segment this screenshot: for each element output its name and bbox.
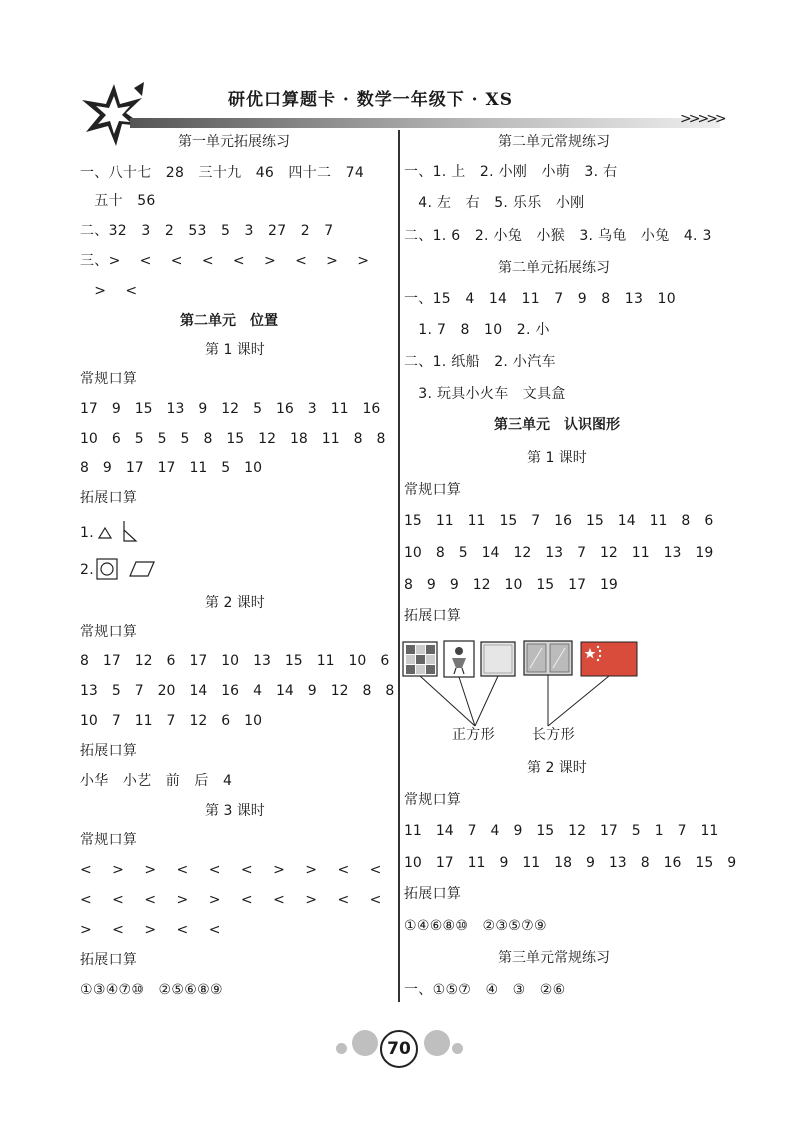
left-lesson2-ext-line: 小华 小艺 前 后 4	[80, 773, 233, 789]
right-section2-title: 第二单元拓展练习	[498, 260, 610, 276]
header-arrows-icon: >>>>>	[680, 111, 724, 127]
left-ext-item-1-number: 1.	[80, 525, 94, 541]
unit3-title: 第三单元 认识图形	[494, 417, 620, 433]
right-section1-title: 第二单元常规练习	[498, 134, 610, 150]
decor-dot-icon	[424, 1030, 450, 1056]
left-lesson1-routine-label: 常规口算	[80, 371, 138, 387]
left-lesson2-title: 第 2 课时	[205, 595, 265, 611]
left-s1-line-5: > <	[80, 283, 138, 299]
right-lesson1-ext-label: 拓展口算	[404, 608, 462, 624]
left-lesson1-ext-label: 拓展口算	[80, 490, 138, 506]
decor-dot-icon	[452, 1043, 463, 1054]
right-lesson2-ext-line: ①④⑥⑧⑩ ②③⑤⑦⑨	[404, 918, 547, 934]
left-lesson1-row-2: 10 6 5 5 5 8 15 12 18 11 8 8	[80, 431, 386, 447]
right-s1-line-1: 一、1. 上 2. 小刚 小萌 3. 右	[404, 164, 618, 180]
left-lesson3-routine-label: 常规口算	[80, 832, 138, 848]
header-bar	[130, 118, 720, 128]
left-section-title: 第一单元拓展练习	[178, 134, 290, 150]
right-lesson2-row-2: 10 17 11 9 11 18 9 13 8 16 15 9	[404, 855, 737, 871]
label-rectangle: 长方形	[532, 727, 575, 743]
right-lesson1-routine-label: 常规口算	[404, 482, 462, 498]
square-tile-image	[481, 642, 515, 676]
header-title: 研优口算题卡 · 数学一年级下 · XS	[228, 90, 513, 110]
right-s2-line-1: 一、15 4 14 11 7 9 8 13 10	[404, 291, 676, 307]
left-lesson3-title: 第 3 课时	[205, 803, 265, 819]
right-s2-line-2: 1. 7 8 10 2. 小	[404, 322, 550, 338]
right-lesson1-row-2: 10 8 5 14 12 13 7 12 11 13 19	[404, 545, 714, 561]
column-divider	[398, 130, 400, 1002]
left-lesson2-row-2: 13 5 7 20 14 16 4 14 9 12 8 8	[80, 683, 395, 699]
label-square: 正方形	[452, 727, 495, 743]
left-lesson3-ext-label: 拓展口算	[80, 952, 138, 968]
unit2-title: 第二单元 位置	[180, 313, 278, 329]
match-line	[548, 676, 609, 726]
square-with-circle-icon	[96, 558, 118, 580]
girl-picture-card-image	[444, 641, 474, 677]
left-lesson2-row-3: 10 7 11 7 12 6 10	[80, 713, 262, 729]
left-lesson3-row-1: < > > < < < > > < <	[80, 862, 382, 878]
decor-dot-icon	[336, 1043, 347, 1054]
left-lesson2-row-1: 8 17 12 6 17 10 13 15 11 10 6	[80, 653, 390, 669]
match-line	[475, 676, 498, 726]
triangle-icon	[98, 526, 112, 540]
page-number-badge	[380, 1030, 418, 1068]
right-lesson2-row-1: 11 14 7 4 9 15 12 17 5 1 7 11	[404, 823, 719, 839]
right-lesson2-routine-label: 常规口算	[404, 792, 462, 808]
left-lesson3-ext-line: ①③④⑦⑩ ②⑤⑥⑧⑨	[80, 982, 223, 998]
right-lesson1-title: 第 1 课时	[527, 450, 587, 466]
left-lesson2-ext-label: 拓展口算	[80, 743, 138, 759]
left-s1-line-1: 一、八十七 28 三十九 46 四十二 74	[80, 165, 365, 181]
parallelogram-icon	[128, 560, 156, 578]
right-s1-line-3: 二、1. 6 2. 小兔 小猴 3. 乌龟 小兔 4. 3	[404, 228, 712, 244]
window-grid-image	[403, 642, 437, 676]
right-lesson2-ext-label: 拓展口算	[404, 886, 462, 902]
left-lesson2-routine-label: 常规口算	[80, 624, 138, 640]
left-lesson1-row-1: 17 9 15 13 9 12 5 16 3 11 16	[80, 401, 381, 417]
right-s2-line-4: 3. 玩具小火车 文具盒	[404, 386, 566, 402]
page-number: 70	[387, 1039, 411, 1059]
right-lesson1-row-1: 15 11 11 15 7 16 15 14 11 8 6	[404, 513, 714, 529]
header-star-logo-icon	[72, 80, 162, 150]
flag-shape-icon	[122, 520, 138, 542]
flag-image	[581, 642, 637, 676]
left-lesson1-row-3: 8 9 17 17 11 5 10	[80, 460, 262, 476]
shape-matching-figure	[400, 638, 645, 748]
left-lesson3-row-2: < < < > > < < > < <	[80, 892, 382, 908]
left-ext-item-2-number: 2.	[80, 562, 94, 578]
right-s3-line: 一、①⑤⑦ ④ ③ ②⑥	[404, 982, 566, 998]
decor-dot-icon	[352, 1030, 378, 1056]
left-lesson1-title: 第 1 课时	[205, 342, 265, 358]
left-s1-line-2: 五十 56	[80, 193, 156, 209]
right-lesson2-title: 第 2 课时	[527, 760, 587, 776]
right-lesson1-row-3: 8 9 9 12 10 15 17 19	[404, 577, 618, 593]
right-s1-line-2: 4. 左 右 5. 乐乐 小刚	[404, 195, 585, 211]
left-s1-line-4: 三、> < < < < > < > >	[80, 253, 370, 269]
glass-window-image	[524, 641, 572, 675]
right-s2-line-3: 二、1. 纸船 2. 小汽车	[404, 354, 556, 370]
left-lesson3-row-3: > < > < <	[80, 922, 221, 938]
left-s1-line-3: 二、32 3 2 53 5 3 27 2 7	[80, 223, 334, 239]
right-section3-title: 第三单元常规练习	[498, 950, 610, 966]
